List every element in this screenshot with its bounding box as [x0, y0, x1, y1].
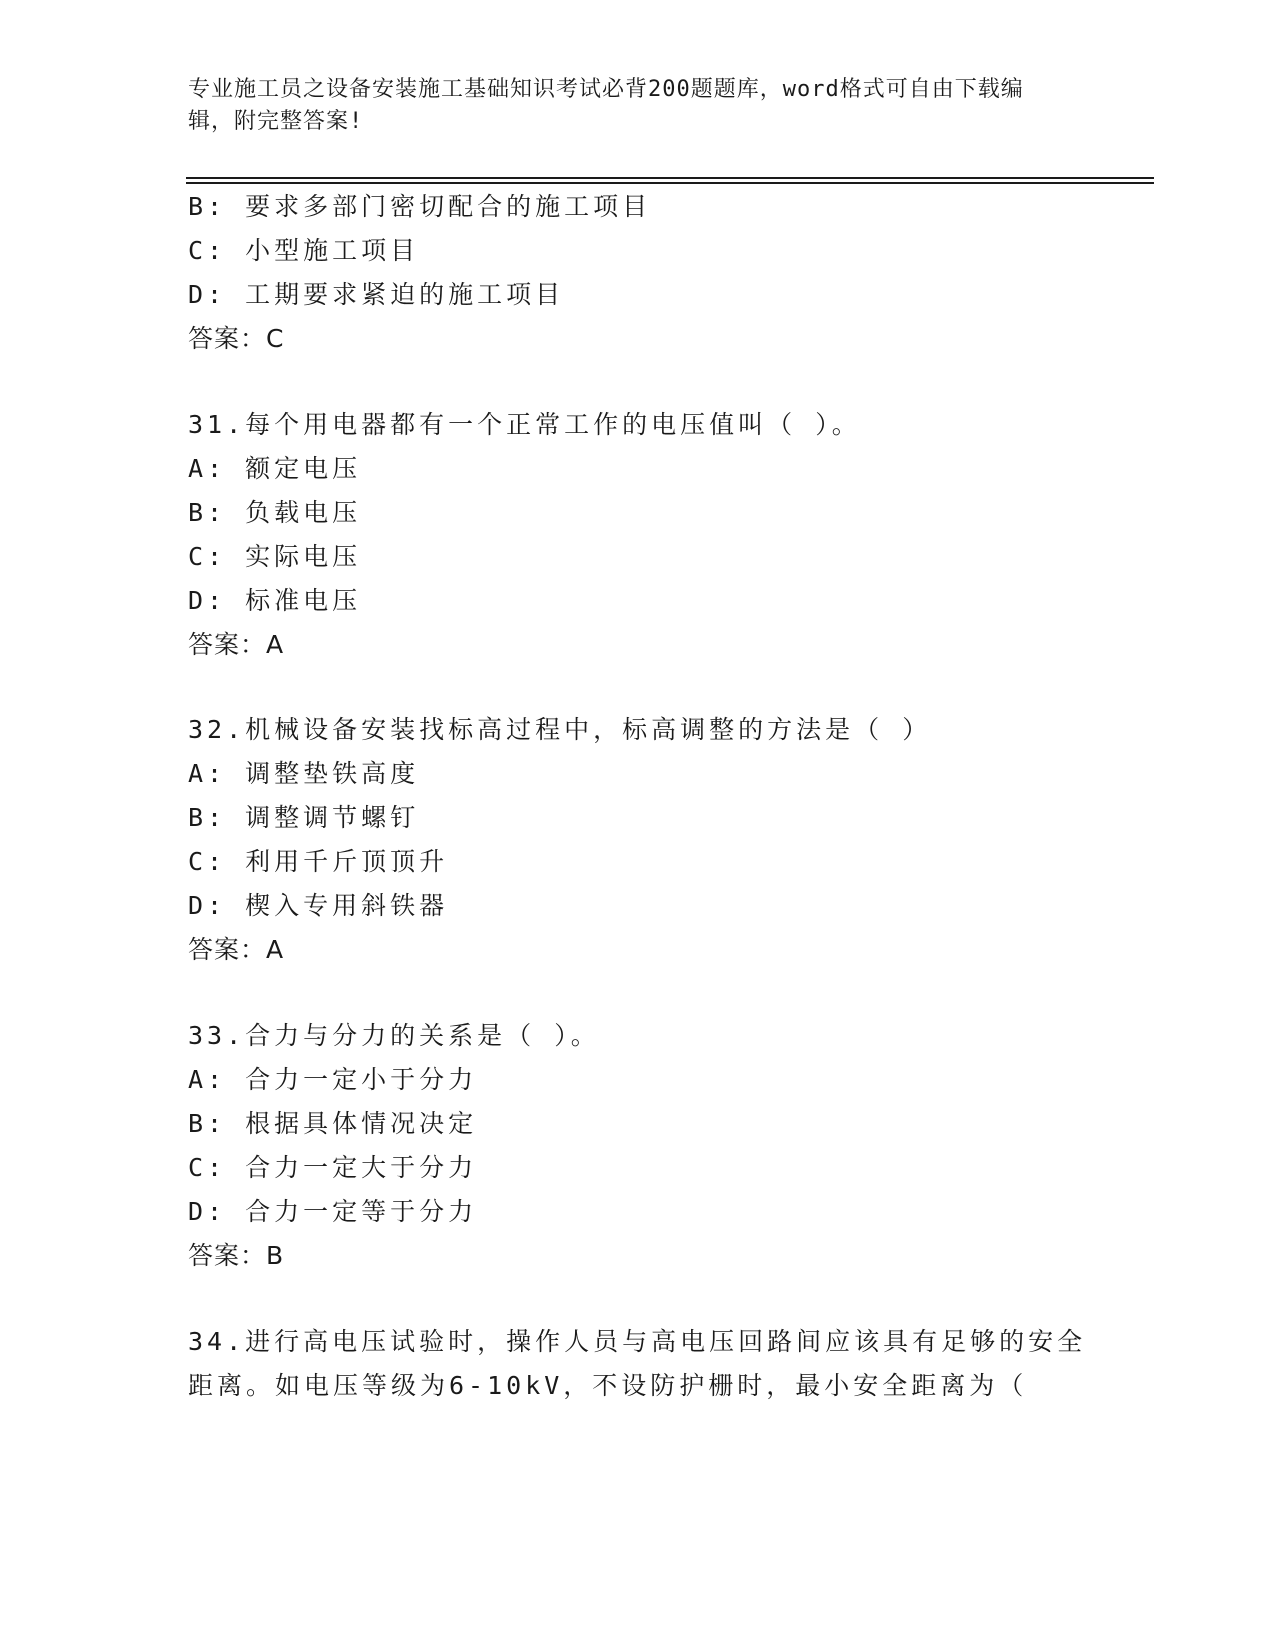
- option-d: D: 合力一定等于分力: [188, 1197, 478, 1226]
- answer: 答案：B: [188, 1241, 285, 1270]
- option-a: A: 合力一定小于分力: [188, 1065, 478, 1094]
- option-b: B: 要求多部门密切配合的施工项目: [188, 192, 652, 221]
- question-stem-line-2: 距离。如电压等级为6-10kV，不设防护栅时，最小安全距离为（: [188, 1371, 1028, 1400]
- document-header: 专业施工员之设备安装施工基础知识考试必背200题题库，word格式可自由下载编辑，附完整答案!: [188, 77, 1024, 134]
- option-c: C: 小型施工项目: [188, 236, 420, 265]
- answer: 答案：A: [188, 630, 285, 659]
- question-stem: 32.机械设备安装找标高过程中，标高调整的方法是（ ）: [188, 715, 932, 744]
- header-rule-bottom: [186, 182, 1154, 184]
- question-stem: 33.合力与分力的关系是（ ）。: [188, 1021, 600, 1050]
- answer: 答案：A: [188, 935, 285, 964]
- option-c: C: 实际电压: [188, 542, 362, 571]
- question-stem-line-1: 34.进行高电压试验时，操作人员与高电压回路间应该具有足够的安全: [188, 1327, 1087, 1356]
- option-b: B: 根据具体情况决定: [188, 1109, 478, 1138]
- option-c: C: 利用千斤顶顶升: [188, 847, 449, 876]
- option-d: D: 标准电压: [188, 586, 362, 615]
- option-c: C: 合力一定大于分力: [188, 1153, 478, 1182]
- question-stem: 31.每个用电器都有一个正常工作的电压值叫（ ）。: [188, 410, 861, 439]
- header-rule-top: [186, 177, 1154, 179]
- option-d: D: 工期要求紧迫的施工项目: [188, 280, 565, 309]
- answer: 答案：C: [188, 324, 285, 353]
- option-d: D: 楔入专用斜铁器: [188, 891, 449, 920]
- option-a: A: 调整垫铁高度: [188, 759, 420, 788]
- option-a: A: 额定电压: [188, 454, 362, 483]
- option-b: B: 调整调节螺钉: [188, 803, 420, 832]
- option-b: B: 负载电压: [188, 498, 362, 527]
